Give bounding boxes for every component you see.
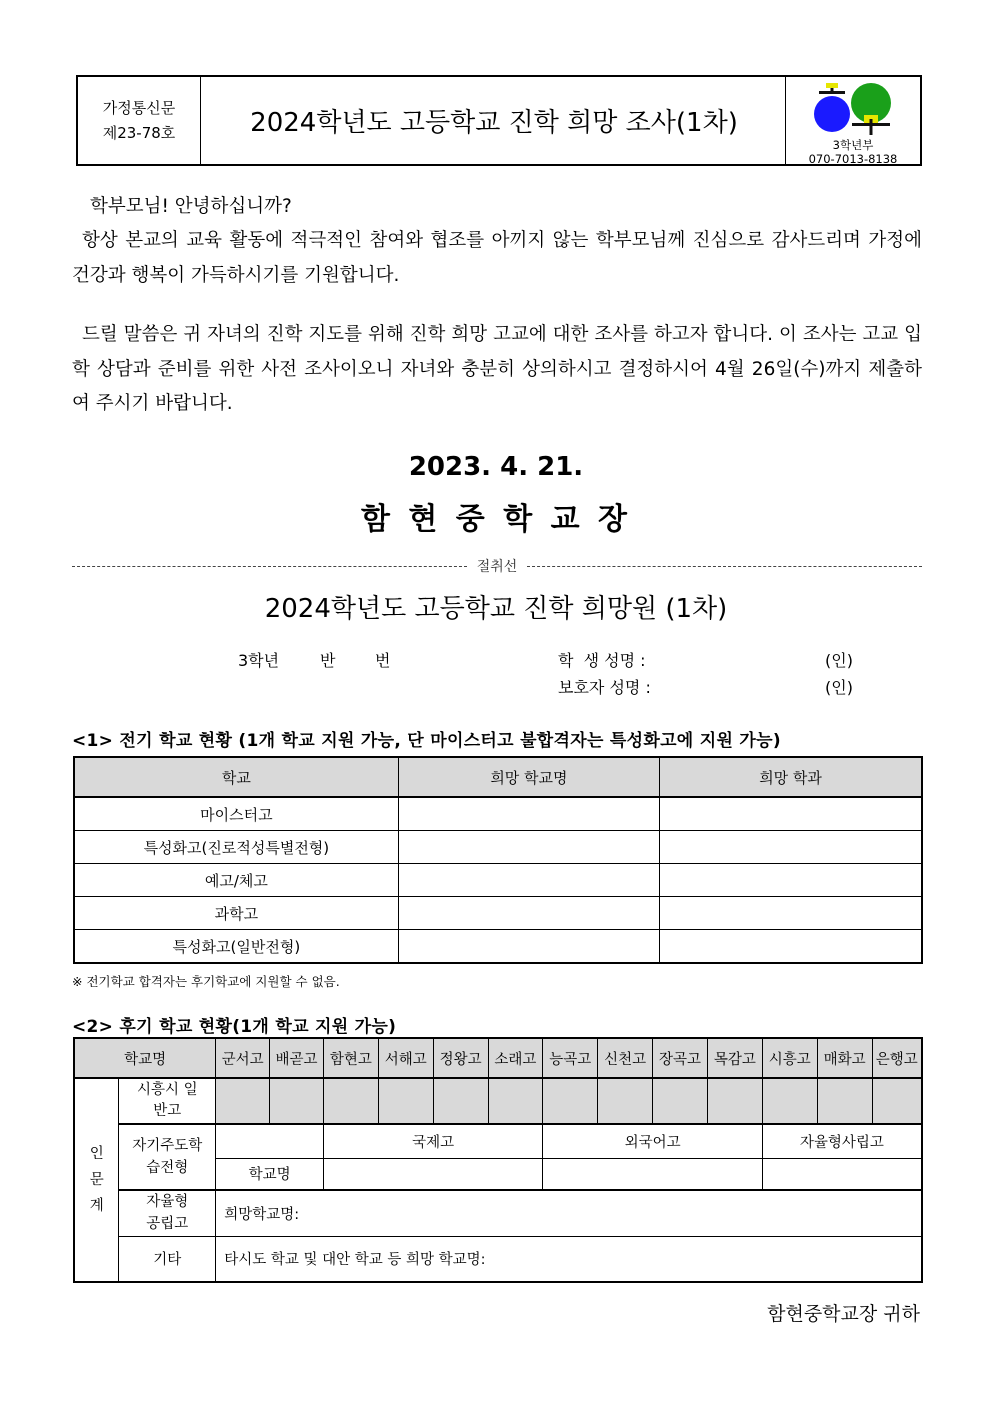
student-name-label: 학 생 성명 : (558, 651, 646, 670)
school-header: 학교명 (74, 1038, 216, 1078)
category-char: 계 (89, 1198, 104, 1214)
school-type: 특성화고(일반전형) (74, 930, 398, 964)
school-name-field[interactable] (762, 1158, 922, 1190)
early-school-table (73, 756, 923, 964)
row-label: 시흥시 일반고 (119, 1078, 216, 1124)
row-label: 자율형 공립고 (119, 1190, 216, 1236)
col-header: 학교 (74, 757, 398, 797)
school-col: 배곧고 (270, 1038, 324, 1078)
school-logo-icon (786, 79, 920, 141)
letter-signer: 함 현 중 학 교 장 (360, 502, 632, 537)
school-col: 신천고 (598, 1038, 653, 1078)
school-col: 매화고 (817, 1038, 872, 1078)
public-school-field[interactable]: 희망학교명: (216, 1190, 922, 1236)
grade-label: 3학년 (238, 651, 280, 670)
letter-date: 2023. 4. 21. (408, 452, 584, 482)
department-field[interactable] (660, 831, 922, 864)
doc-type: 가정통신문 (102, 98, 176, 117)
check-cell[interactable] (378, 1078, 433, 1124)
school-name-field[interactable] (323, 1158, 542, 1190)
number-label: 번 (375, 651, 391, 670)
check-cell[interactable] (762, 1078, 817, 1124)
department-field[interactable] (660, 897, 922, 930)
school-col: 능곡고 (543, 1038, 598, 1078)
doc-number: 제23-78호 (102, 123, 176, 142)
section2-title: <2> 후기 학교 현황(1개 학교 지원 가능) (72, 1017, 397, 1037)
section1-note: ※ 전기학교 합격자는 후기학교에 지원할 수 없음. (72, 974, 340, 989)
header-box (76, 75, 922, 166)
check-cell[interactable] (323, 1078, 378, 1124)
col-header: 희망 학교명 (398, 757, 659, 797)
department-field[interactable] (660, 930, 922, 964)
student-seal: (인) (825, 651, 853, 670)
table-header-row (74, 757, 922, 797)
school-name-field[interactable] (398, 897, 659, 930)
blank-cell (216, 1124, 324, 1158)
table-row (74, 864, 922, 897)
school-type: 과학고 (74, 897, 398, 930)
category-char: 문 (89, 1172, 104, 1188)
check-cell[interactable] (653, 1078, 708, 1124)
check-cell[interactable] (872, 1078, 922, 1124)
school-name-field[interactable] (398, 864, 659, 897)
category-char: 인 (89, 1146, 104, 1162)
department-field[interactable] (660, 864, 922, 897)
school-name-field[interactable] (398, 797, 659, 831)
table-row (74, 930, 922, 964)
phone-label: 070-7013-8138 (808, 152, 898, 166)
letter-para-1: 항상 본교의 교육 활동에 적극적인 참여와 협조를 아끼지 않는 학부모님께 진심으로 감사드리며 가정에 건강과 행복이 가득하시기를 기원합니다. (72, 230, 922, 286)
footer-recipient: 함현중학교장 귀하 (767, 1303, 920, 1325)
school-type: 마이스터고 (74, 797, 398, 831)
school-col: 장곡고 (653, 1038, 708, 1078)
cut-line (72, 556, 922, 576)
check-cell[interactable] (433, 1078, 488, 1124)
dept-label: 3학년부 (832, 138, 874, 152)
school-type: 예고/체고 (74, 864, 398, 897)
school-name-field[interactable] (398, 930, 659, 964)
school-col: 목감고 (707, 1038, 762, 1078)
self-directed-row (74, 1124, 922, 1158)
school-col: 함현고 (323, 1038, 378, 1078)
school-col: 은행고 (872, 1038, 922, 1078)
parent-name-label: 보호자 성명 : (558, 678, 651, 697)
school-col: 정왕고 (433, 1038, 488, 1078)
self-col-header: 외국어고 (543, 1124, 762, 1158)
check-cell[interactable] (598, 1078, 653, 1124)
general-school-row (74, 1078, 922, 1124)
school-col: 시흥고 (762, 1038, 817, 1078)
school-logo-cell (785, 77, 920, 164)
school-name-field[interactable] (543, 1158, 762, 1190)
section1-title: <1> 전기 학교 현황 (1개 학교 지원 가능, 단 마이스터고 불합격자는 특성화고에 지원 가능) (72, 731, 781, 751)
doc-title: 2024학년도 고등학교 진학 희망 조사(1차) (250, 108, 738, 138)
table-row (74, 897, 922, 930)
form-title: 2024학년도 고등학교 진학 희망원 (1차) (264, 594, 728, 624)
table-row (74, 831, 922, 864)
school-name-label: 학교명 (216, 1158, 324, 1190)
other-school-row (74, 1236, 922, 1282)
school-col: 서해고 (378, 1038, 433, 1078)
check-cell[interactable] (817, 1078, 872, 1124)
col-header: 희망 학과 (660, 757, 922, 797)
category-cell (74, 1078, 119, 1282)
table-row (74, 797, 922, 831)
public-school-row (74, 1190, 922, 1236)
school-type: 특성화고(진로적성특별전형) (74, 831, 398, 864)
check-cell[interactable] (216, 1078, 270, 1124)
other-school-field[interactable]: 타시도 학교 및 대안 학교 등 희망 학교명: (216, 1236, 922, 1282)
self-col-header: 국제고 (323, 1124, 542, 1158)
check-cell[interactable] (543, 1078, 598, 1124)
row-label: 자기주도학습전형 (119, 1124, 216, 1190)
school-col: 소래고 (488, 1038, 543, 1078)
check-cell[interactable] (707, 1078, 762, 1124)
cut-line-label: 절취선 (476, 559, 518, 575)
letter-para-2: 드릴 말씀은 귀 자녀의 진학 지도를 위해 진학 희망 고교에 대한 조사를 하고자 합니다. 이 조사는 고교 입학 상담과 준비를 위한 사전 조사이오니 자녀와 충분히 상의하시고 결정하시어 4월 26일(수)까지 제출하여 주시기 바랍니다. (72, 324, 922, 414)
parent-seal: (인) (825, 678, 853, 697)
late-school-table (73, 1037, 923, 1283)
row-label: 기타 (119, 1236, 216, 1282)
doc-info (78, 77, 201, 164)
school-header-row (74, 1038, 922, 1078)
check-cell[interactable] (270, 1078, 324, 1124)
check-cell[interactable] (488, 1078, 543, 1124)
school-col: 군서고 (216, 1038, 270, 1078)
self-col-header: 자율형사립고 (762, 1124, 922, 1158)
greeting: 학부모님! 안녕하십니까? (90, 196, 292, 217)
department-field[interactable] (660, 797, 922, 831)
school-name-field[interactable] (398, 831, 659, 864)
class-label: 반 (320, 651, 336, 670)
